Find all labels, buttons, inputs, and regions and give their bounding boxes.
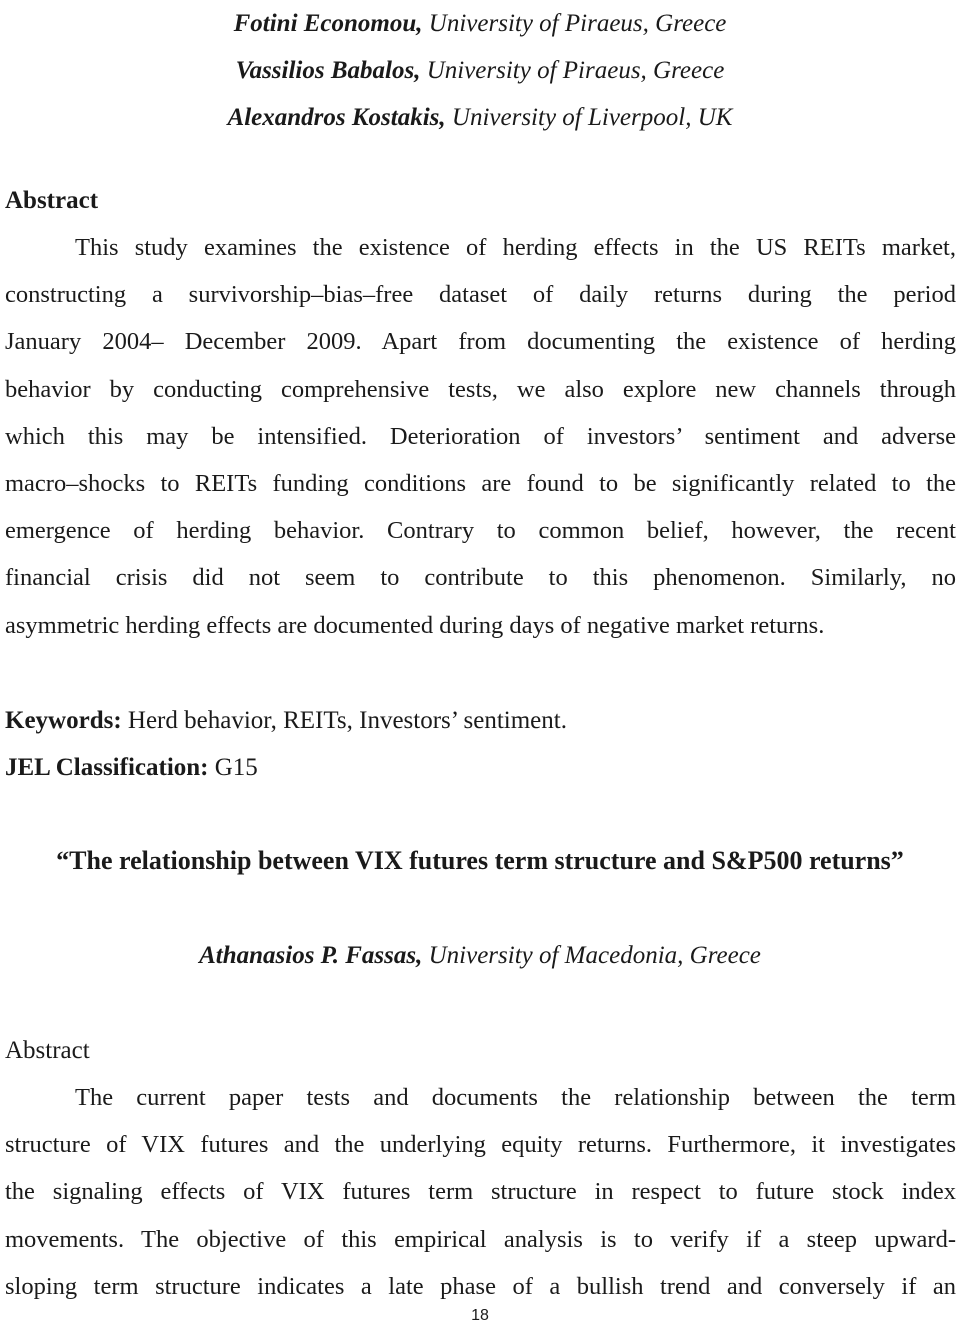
paper2-author [0,940,960,972]
keywords-value: Herd behavior, REITs, Investors’ sentiment. [121,707,567,734]
paper2-title: “The relationship between VIX futures term structure and S&P500 returns” [56,846,904,875]
author-name: Athanasios P. Fassas, [199,942,423,969]
paper2-abstract-body [5,1074,956,1310]
abstract-line: constructing a survivorship–bias–free dataset of daily returns during the period [5,281,956,309]
paper2-abstract-heading: Abstract [5,1037,90,1064]
jel-value: G15 [208,754,258,781]
paper1-jel [5,753,258,783]
author-name: Fotini Economou, [233,10,423,37]
author-line [0,47,960,94]
author-name: Alexandros Kostakis, [227,104,446,131]
author-affiliation: University of Piraeus, Greece [422,10,727,37]
abstract-line: The current paper tests and documents the relationship between the term [75,1084,956,1111]
abstract-line: sloping term structure indicates a late phase of a bullish trend and conversely if an [5,1272,956,1300]
abstract-line: macro–shocks to REITs funding conditions are found to be significantly related to the [5,469,956,497]
abstract-line: which this may be intensified. Deterioration of investors’ sentiment and adverse [5,422,956,450]
author-line [0,94,960,141]
author-name: Vassilios Babalos, [235,57,421,84]
abstract-line: This study examines the existence of herding effects in the US REITs market, [75,234,956,261]
abstract-line: behavior by conducting comprehensive tests, we also explore new channels through [5,375,956,403]
paper1-abstract-heading: Abstract [5,187,99,214]
author-affiliation: University of Macedonia, Greece [422,942,761,969]
author-affiliation: University of Liverpool, UK [445,104,733,131]
paper1-abstract-body [5,224,956,649]
abstract-line: asymmetric herding effects are documented during days of negative market returns. [5,611,825,639]
author-affiliation: University of Piraeus, Greece [420,57,725,84]
paper1-keywords [5,706,567,736]
page-number: 18 [471,1307,489,1324]
abstract-line: movements. The objective of this empirical analysis is to verify if a steep upward- [5,1225,956,1253]
jel-label: JEL Classification: [5,754,209,781]
abstract-line: structure of VIX futures and the underlying equity returns. Furthermore, it investigates [5,1131,956,1159]
author-line [0,0,960,47]
abstract-line: emergence of herding behavior. Contrary to common belief, however, the recent [5,517,956,545]
abstract-line: January 2004– December 2009. Apart from documenting the existence of herding [5,328,956,356]
abstract-line: the signaling effects of VIX futures term structure in respect to future stock index [5,1178,956,1206]
abstract-line: financial crisis did not seem to contribute to this phenomenon. Similarly, no [5,564,956,592]
keywords-label: Keywords: [5,707,122,734]
paper1-authors [0,0,960,141]
